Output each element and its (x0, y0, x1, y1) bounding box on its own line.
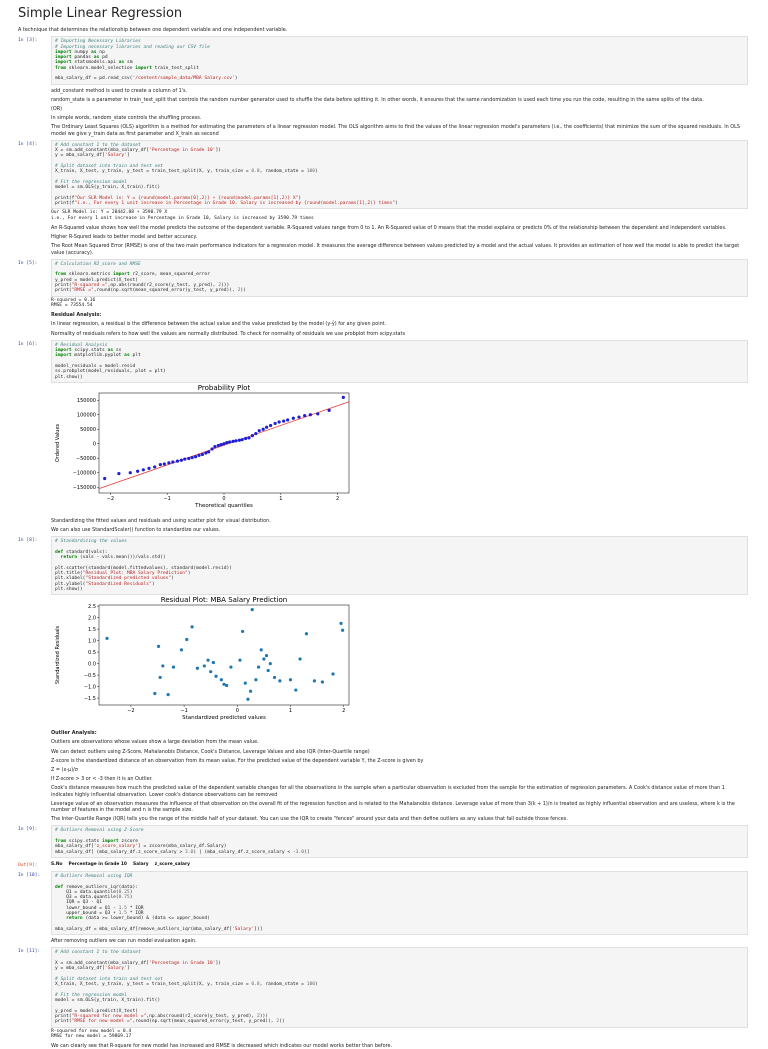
markdown-ols: The Ordinary Least Squares (OLS) algorithm is a method for estimating the parameters of a linear regression model. The OLS algorithm aims to find the values of the linear regression model's parameters (i.e., the coefficients) that minimize the sum of the squared residuals. In OLS model we give y_train data as first parameter and X_train as second (51, 124, 740, 137)
code-cell[interactable] (18, 825, 748, 857)
data-point (176, 459, 179, 462)
cell-out-prompt: Out[9]: (18, 862, 38, 868)
chart-title: Residual Plot: MBA Salary Prediction (160, 596, 288, 605)
code-cell[interactable] (18, 947, 748, 1040)
data-point (231, 440, 234, 443)
code-input[interactable] (51, 871, 748, 935)
y-tick-label: 0.5 (88, 650, 96, 657)
code-line: import numpy as np (55, 49, 105, 55)
data-point (220, 678, 223, 681)
x-tick-label: −2 (106, 495, 115, 502)
data-point (269, 424, 272, 427)
data-point (331, 673, 334, 676)
code-comment-line: # Split dataset into train and test set (55, 976, 163, 982)
code-line: print("RMSE =",round(np.sqrt(mean_squared_error(y_test, y_pred)), 2)) (55, 288, 246, 294)
cell-prompt: In [5]: (18, 260, 38, 266)
x-tick-label: 0 (235, 708, 239, 715)
markdown-iqr: The Inter-Quartile Range (IQR) tells you the range of the middle half of your dataset. You can use the IQR to create "fences" around your data and then define outliers as any values that fall outside those fences. (51, 816, 568, 823)
data-point (265, 425, 268, 428)
code-line: return (data >= lower_bound) & (data <= upper_bound) (66, 916, 210, 922)
data-point (217, 444, 220, 447)
markdown-outlier-2: We can detect outliers using Z-Score, Mahalanobis Distance, Cook's Distance, Leverage Values and also IQR (Inter-Quartile range) (51, 748, 370, 755)
code-line: from scipy.stats import zscore (55, 839, 139, 845)
code-line: plt.scatter(standard(model.fittedvalues), standard(model.resid)) (55, 565, 233, 571)
output-line: RMSE = 73554.54 (51, 302, 93, 308)
code-input[interactable] (51, 825, 748, 857)
code-line: print("R-squared =",np.abs(round(r2_score(y_test, y_pred), 2))) (55, 282, 230, 288)
data-point (339, 622, 342, 625)
code-line: X = sm.add_constant(mba_salary_df['Percentage in Grade 10']) (55, 148, 221, 154)
data-point (196, 667, 199, 670)
cell-prompt: In [6]: (18, 341, 38, 347)
code-comment-line: # Split dataset into train and test set (55, 163, 163, 169)
y-tick-label: 50000 (80, 426, 96, 433)
code-line: mba_salary_df = pd.read_csv('/content/sample_data/MBA Salary.csv') (55, 76, 238, 82)
code-comment-line: # Outliers Removal using IQR (55, 873, 133, 879)
markdown-residual-2: Normality of residuals refers to how well the values are normally distributed. To check for normality of residuals we use probplot from scipy.stats (51, 330, 405, 337)
output-line: R-squared = 0.16 (51, 297, 96, 303)
data-point (220, 443, 223, 446)
data-point (292, 416, 295, 419)
code-comment-line: # Standardizing the values (55, 539, 127, 545)
data-point (159, 676, 162, 679)
data-point (190, 625, 193, 628)
y-axis-label: Standardized Residuals (55, 626, 61, 685)
data-point (187, 457, 190, 460)
data-point (172, 666, 175, 669)
data-point (278, 679, 281, 682)
data-point (241, 630, 244, 633)
code-line: def standard(vals): (55, 549, 108, 555)
code-line: ss.probplot(model_residuals, plot = plt) (55, 369, 166, 375)
data-point (203, 665, 206, 668)
x-tick-label: 1 (279, 495, 283, 502)
data-point (180, 648, 183, 651)
output-line: RMSE for new model = 59869.17 (51, 1033, 132, 1039)
output-cell (18, 861, 748, 868)
markdown-final: We can clearly see that R-square for new model has increased and RMSE is decreased which indicates our model works better than before. (51, 1043, 393, 1049)
code-line: plt.show() (55, 586, 83, 592)
data-point (282, 419, 285, 422)
data-point (234, 439, 237, 442)
data-point (289, 678, 292, 681)
cell-prompt: In [9]: (18, 827, 38, 833)
intro-text: A technique that determines the relationship between one dependent variable and one independent variable. (18, 27, 288, 33)
code-input[interactable] (51, 259, 748, 297)
code-input[interactable] (51, 36, 748, 84)
markdown-zformula: Z = (x-μ)/σ (51, 767, 78, 774)
data-point (254, 678, 257, 681)
data-point (303, 414, 306, 417)
x-axis-label: Theoretical quantiles (195, 502, 253, 509)
data-point (157, 645, 160, 648)
data-point (142, 468, 145, 471)
code-line: Q1 = data.quantile(0.25) (55, 889, 133, 895)
data-point (212, 661, 215, 664)
markdown-residual-heading: Residual Analysis: (51, 312, 102, 319)
data-point (258, 429, 261, 432)
x-tick-label: 2 (336, 495, 340, 502)
data-point (316, 412, 319, 415)
residual-plot-svg (51, 595, 361, 723)
y-tick-label: 0.0 (88, 661, 96, 668)
code-comment-line: # Importing necessary libraries and reading our CSV file (55, 44, 210, 50)
data-point (298, 658, 301, 661)
data-point (244, 682, 247, 685)
plot-area (99, 605, 349, 705)
data-point (241, 438, 244, 441)
data-point (171, 460, 174, 463)
data-point (246, 698, 249, 701)
cell-prompt: In [11]: (18, 949, 41, 955)
probability-plot-svg (51, 383, 361, 511)
data-point (265, 654, 268, 657)
data-point (153, 465, 156, 468)
code-input[interactable] (51, 536, 748, 595)
x-tick-label: −2 (127, 708, 135, 715)
table-header-cell: Percentage in Grade 10 (68, 861, 127, 867)
data-point (204, 451, 207, 454)
table-header-cell: z_score_salary (154, 861, 190, 867)
code-line: lower_bound = Q1 - 1.5 * IQR (55, 905, 144, 911)
code-line: def remove_outliers_iqr(data): (55, 884, 138, 890)
code-line: y_pred = model.predict(X_test) (55, 1008, 138, 1014)
markdown-zscore: Z-score is the standardized distance of an observation from its mean value. For the predicted value of the dependent variable Y, the Z-score is given by (51, 757, 424, 764)
markdown-random-state: random_state is a parameter in train_test_split that controls the random number generator used to shuffle the data before splitting it. In other words, it ensures that the same randomization is used each time you run the code, resulting in the same splits of the data. (51, 96, 704, 103)
data-point (185, 638, 188, 641)
markdown-zrule: If Z-score > 3 or < -3 then it is an Outlier. (51, 776, 153, 783)
data-point (163, 462, 166, 465)
code-comment-line: # Add constant 1 to the dataset (55, 950, 141, 956)
code-cell[interactable] (18, 259, 748, 309)
markdown-rmse: The Root Mean Squared Error (RMSE) is one of the two main performance indicators for a regression model. It measures the average difference between values predicted by a model and the actual values. It provides an estimation of how well the model is able to predict the target value (accuracy). (51, 243, 740, 256)
markdown-simple-words: In simple words, random_state controls the shuffling process. (51, 115, 202, 122)
code-line: plt.show() (55, 374, 83, 380)
table-header-cell: Salary (132, 861, 149, 867)
data-point (262, 427, 265, 430)
data-point (294, 689, 297, 692)
code-line: return (vals - vals.mean())/vals.std() (60, 555, 166, 561)
markdown-rsquared: An R-Squared value shows how well the model predicts the outcome of the dependent variable. R-Squared values range from 0 to 1. An R-Squared value of 0 means that the model explains or predicts 0% of the relationship between the dependent and independent variables. (51, 224, 727, 231)
data-point (238, 438, 241, 441)
code-line: print("R-squared for new model =",np.abs(round(r2_score(y_test, y_pred), 2))) (55, 1013, 269, 1019)
x-axis-label: Standardized predicted values (182, 715, 266, 722)
markdown-outlier-heading: Outlier Analysis: (51, 730, 97, 737)
data-point (342, 396, 345, 399)
cell-prompt: In [4]: (18, 141, 38, 147)
markdown-higher: Higher R-Squred leads to better model and better accuracy. (51, 234, 198, 241)
x-tick-label: 2 (342, 708, 346, 715)
markdown-add-constant: add_constant method is used to create a column of 1's. (51, 87, 188, 94)
markdown-residual-1: In linear regression, a residual is the difference between the actual value and the value predicted by the model (y-ŷ) for any given point. (51, 321, 387, 328)
y-tick-label: 0 (92, 441, 96, 448)
code-comment-line: # Add constant 1 to the dataset (55, 142, 141, 148)
data-point (269, 662, 272, 665)
code-line: print(f"i.e., For every 1 unit increase in Percentage in Grade 10, Salary is increased by {round(model.params[1],2)} times") (55, 201, 398, 207)
data-point (210, 447, 213, 450)
x-tick-label: −1 (163, 495, 171, 502)
x-tick-label: 1 (288, 708, 293, 715)
y-tick-label: −1.5 (83, 696, 96, 703)
data-point (305, 632, 308, 635)
code-cell[interactable] (18, 140, 748, 222)
data-point (207, 450, 210, 453)
code-cell[interactable] (18, 871, 748, 935)
code-line: upper_bound = Q3 + 1.5 * IQR (55, 911, 144, 916)
page-title: Simple Linear Regression (18, 6, 183, 21)
data-point (274, 422, 277, 425)
notebook (18, 6, 748, 1049)
y-tick-label: 100000 (76, 412, 96, 419)
data-point (251, 608, 254, 611)
cell-output (51, 209, 748, 222)
markdown-cooks: Cook's distance measures how much the predicted value of the dependent variable changes for all the observations in the sample when a particular observation is excluded from the sample for the estimation of regression parameters. A Cook's distance value of more than 1 indicates highly influential observation. Lower cook's distance observations can be removed (51, 785, 725, 798)
data-point (167, 461, 170, 464)
data-point (206, 659, 209, 662)
data-point (244, 437, 247, 440)
code-cell[interactable] (18, 36, 748, 84)
probability-plot (51, 383, 748, 515)
data-point (159, 463, 162, 466)
code-line: y_pred = model.predict(X_test) (55, 277, 138, 283)
data-point (262, 658, 265, 661)
data-point (147, 467, 150, 470)
code-line: print("RMSE for new model =",round(np.sqrt(mean_squared_error(y_test, y_pred)), 2)) (55, 1019, 285, 1025)
markdown-or: (OR) (51, 105, 63, 112)
code-line: X_train, X_test, y_train, y_test = train_test_split(X, y, train_size = 0.8, random_state = 100) (55, 982, 318, 988)
data-point (197, 454, 200, 457)
y-tick-label: 2.5 (88, 604, 96, 611)
code-line: Q3 = data.quantile(0.75) (55, 895, 133, 901)
markdown-std-2: We can also use StandardScaler() function to standardize our values. (51, 527, 221, 534)
data-point (278, 420, 281, 423)
data-point (222, 442, 225, 445)
x-tick-label: −1 (180, 708, 188, 715)
y-tick-label: −100000 (72, 470, 96, 477)
data-point (251, 434, 254, 437)
output-line: Our SLR Model is: Y = 28442.88 + 3590.79 X (51, 210, 168, 216)
code-cell[interactable] (18, 340, 748, 515)
data-point (161, 665, 164, 668)
data-point (183, 457, 186, 460)
data-point (191, 456, 194, 459)
data-point (194, 455, 197, 458)
code-line: import matplotlib.pyplot as plt (55, 353, 141, 359)
data-point (249, 690, 252, 693)
code-line: model = sm.OLS(y_train, X_train).fit() (55, 998, 161, 1004)
data-point (254, 432, 257, 435)
code-comment-line: # Fit the regression model (55, 179, 127, 185)
code-line: mba_salary_df = mba_salary_df[remove_outliers_iqr(mba_salary_df['Salary'])] (55, 926, 263, 932)
code-comment-line: # Importing Necessary Libraries (55, 39, 141, 45)
cell-prompt: In [8]: (18, 538, 38, 544)
data-point (321, 681, 324, 684)
code-line: plt.xlabel("Standardized predicted values") (55, 576, 174, 582)
code-comment-line: # Residual Analysis (55, 342, 108, 348)
cell-output (51, 1028, 748, 1041)
data-point (209, 670, 212, 673)
code-cell[interactable] (18, 536, 748, 727)
data-point (297, 415, 300, 418)
data-point (286, 418, 289, 421)
markdown-leverage: Leverage value of an observation measures the influence of that observation on the overall fit of the regression function and is related to the Mahalanobis distance. Leverage value of more than 3(k + 1)/n is treated as highly influential observation and are useless, where k is the number of features in the model and n is the sample size. (51, 800, 735, 814)
code-line: import scipy.stats as ss (55, 348, 122, 354)
data-point (313, 679, 316, 682)
code-input[interactable] (51, 947, 748, 1027)
y-tick-label: −150000 (72, 484, 96, 491)
markdown-std-1: Standardizing the fitted values and residuals and using scatter plot for visual distribution. (51, 517, 271, 524)
code-line: model = sm.OLS(y_train, X_train).fit() (55, 185, 161, 191)
y-tick-label: −0.5 (83, 673, 96, 680)
code-comment-line: # Outliers Removal using Z-Score (55, 828, 144, 834)
code-line: import pandas as pd (55, 55, 108, 61)
code-line: IQR = Q3 - Q1 (55, 900, 103, 906)
table-header-cell: S.No (51, 861, 63, 867)
data-point (238, 659, 241, 662)
code-line: mba_salary_df['z_score_salary'] = zscore(mba_salary_df.Salary) (55, 844, 227, 850)
output-line: R-squared for new model = 0.4 (51, 1028, 132, 1034)
cell-prompt: In [3]: (18, 38, 38, 44)
cell-output (51, 297, 748, 310)
outlier-table-header (51, 861, 748, 868)
code-input[interactable] (51, 140, 748, 210)
data-point (103, 477, 106, 480)
markdown-outlier-1: Outliers are observations whose values show a large deviation from the mean value. (51, 739, 259, 746)
code-line: X_train, X_test, y_train, y_test = train_test_split(X, y, train_size = 0.8, random_state = 100) (55, 169, 318, 175)
code-line: model_residuals = model.resid (55, 363, 136, 369)
code-comment-line: # Calculation R2_score and RMSE (55, 261, 141, 267)
data-point (267, 669, 270, 672)
data-point (229, 666, 232, 669)
data-point (228, 440, 231, 443)
cell-prompt: In [10]: (18, 872, 41, 878)
y-tick-label: −50000 (75, 455, 96, 462)
code-line: X = sm.add_constant(mba_salary_df['Percentage in Grade 10']) (55, 960, 221, 966)
data-point (257, 666, 260, 669)
code-line: plt.ylabel("Standardized Residuals") (55, 581, 155, 587)
data-point (225, 684, 228, 687)
data-point (136, 469, 139, 472)
code-line: print(f"Our SLR Model is: Y = {round(model.params[0],2)} + {round(model.params[1],2)} X") (55, 195, 302, 201)
data-point (167, 693, 170, 696)
code-line: y = mba_salary_df['Salary'] (55, 966, 130, 972)
data-point (180, 458, 183, 461)
data-point (201, 453, 204, 456)
code-line: y = mba_salary_df['Salary'] (55, 153, 130, 159)
output-line: i.e., For every 1 unit increase in Percentage in Grade 10, Salary is increased by 3590.79 times (51, 215, 314, 221)
chart-title: Probability Plot (197, 383, 251, 392)
code-line: import statsmodels.api as sm (55, 60, 133, 66)
y-tick-label: 2.0 (88, 615, 96, 622)
data-point (247, 436, 250, 439)
x-tick-label: 0 (222, 495, 226, 502)
data-point (129, 471, 132, 474)
code-comment-line: # Fit the regression model (55, 992, 127, 998)
data-point (260, 648, 263, 651)
data-point (213, 445, 216, 448)
data-point (273, 676, 276, 679)
residual-plot (51, 595, 748, 727)
y-axis-label: Ordered Values (55, 423, 61, 462)
data-point (117, 472, 120, 475)
code-line: from sklearn.model_selection import train_test_split (55, 65, 199, 71)
y-tick-label: 150000 (76, 397, 96, 404)
data-point (341, 629, 344, 632)
code-line: plt.title("Residual Plot: MBA Salary Prediction") (55, 571, 191, 577)
y-tick-label: 1.0 (88, 638, 96, 645)
data-point (328, 409, 331, 412)
code-line: mba_salary_df[ (mba_salary_df.z_score_salary > 3.0) | (mba_salary_df.z_score_salary < -3.0)] (55, 849, 310, 855)
data-point (225, 441, 228, 444)
data-point (105, 637, 108, 640)
data-point (309, 413, 312, 416)
code-line: from sklearn.metrics import r2_score, mean_squared_error (55, 272, 210, 278)
markdown-after: After removing outliers we can run model evaluation again. (51, 938, 197, 945)
y-tick-label: 1.5 (88, 627, 96, 634)
data-point (214, 675, 217, 678)
data-point (153, 692, 156, 695)
code-input[interactable] (51, 340, 748, 383)
y-tick-label: −1.0 (83, 684, 96, 691)
